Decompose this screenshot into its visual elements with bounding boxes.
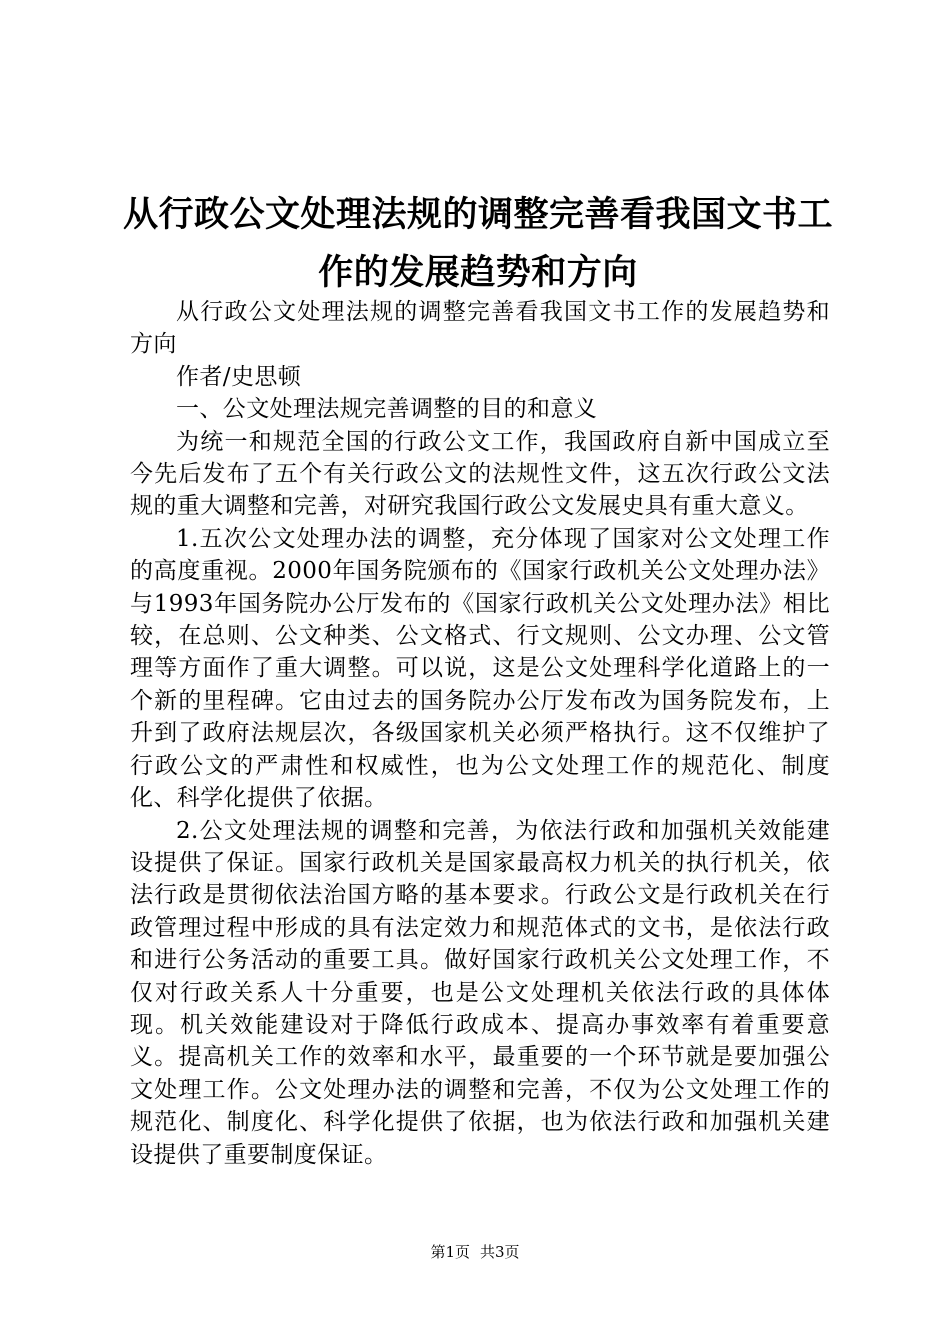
document-title: 从行政公文处理法规的调整完善看我国文书工作的发展趋势和方向 (122, 194, 833, 293)
author-line: 作者/史思顿 (176, 363, 302, 390)
page-number: 第1页 (430, 1243, 470, 1261)
subtitle-paragraph: 从行政公文处理法规的调整完善看我国文书工作的发展趋势和方向 (130, 299, 830, 358)
page-footer (0, 1242, 950, 1262)
body-paragraph: 2.公文处理法规的调整和完善，为依法行政和加强机关效能建设提供了保证。国家行政机关是国家最高权力机关的执行机关，依法行政是贯彻依法治国方略的基本要求。行政公文是行政机关在行政管理过程中形成的具有法定效力和规范体式的文书，是依法行政和进行公务活动的重要工具。做好国家行政机关公文处理工作，不仅对行政关系人十分重要，也是公文处理机关依法行政的具体体现。机关效能建设对于降低行政成本、提高办事效率有着重要意义。提高机关工作的效率和水平，最重要的一个环节就是要加强公文处理工作。公文处理办法的调整和完善，不仅为公文处理工作的规范化、制度化、科学化提供了依据，也为依法行政和加强机关建设提供了重要制度保证。 (130, 817, 830, 1168)
document-body (130, 296, 830, 1171)
body-paragraph: 1.五次公文处理办法的调整，充分体现了国家对公文处理工作的高度重视。2000年国务院颁布的《国家行政机关公文处理办法》与1993年国务院办公厅发布的《国家行政机关公文处理办法》相比较，在总则、公文种类、公文格式、行文规则、公文办理、公文管理等方面作了重大调整。可以说，这是公文处理科学化道路上的一个新的里程碑。它由过去的国务院办公厅发布改为国务院发布，上升到了政府法规层次，各级国家机关必须严格执行。这不仅维护了行政公文的严肃性和权威性，也为公文处理工作的规范化、制度化、科学化提供了依据。 (130, 525, 830, 812)
page-total: 共3页 (480, 1243, 520, 1261)
section-heading: 一、公文处理法规完善调整的目的和意义 (176, 396, 598, 423)
body-paragraph: 为统一和规范全国的行政公文工作，我国政府自新中国成立至今先后发布了五个有关行政公文的法规性文件，这五次行政公文法规的重大调整和完善，对研究我国行政公文发展史具有重大意义。 (130, 428, 830, 520)
